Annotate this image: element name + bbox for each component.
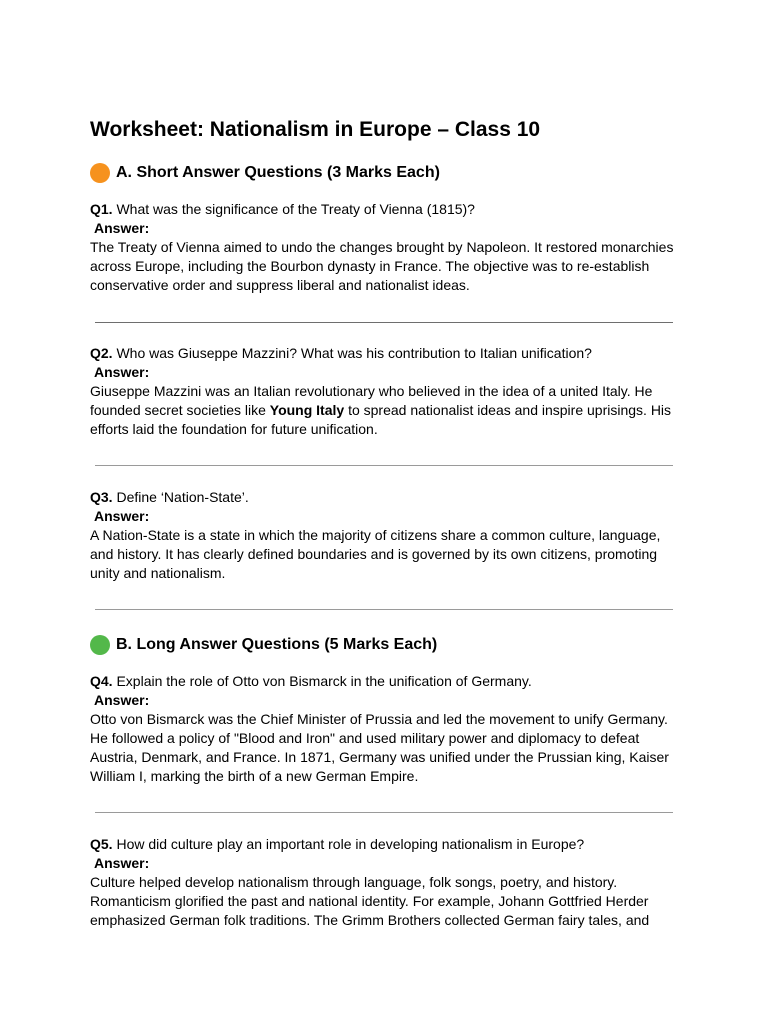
question-1: [90, 200, 680, 295]
question-1-text: [90, 200, 680, 219]
answer-4-label: Answer:: [94, 692, 150, 708]
question-4-number: Q4.: [90, 673, 113, 689]
question-3-number: Q3.: [90, 489, 113, 505]
answer-1-label: Answer:: [94, 220, 150, 236]
section-a-heading: [90, 162, 440, 184]
answer-2-emphasis: Young Italy: [269, 402, 345, 418]
divider-3: [95, 609, 673, 610]
question-2: [90, 344, 680, 439]
question-1-prompt: What was the significance of the Treaty of Vienna (1815)?: [112, 201, 475, 217]
divider-2: [95, 465, 673, 466]
green-circle-icon: [90, 635, 110, 655]
question-2-number: Q2.: [90, 345, 113, 361]
question-3: [90, 488, 680, 583]
answer-3-label: Answer:: [94, 508, 150, 524]
question-3-prompt: Define ‘Nation-State’.: [112, 489, 249, 505]
answer-2-label: Answer:: [94, 364, 150, 380]
question-5-number: Q5.: [90, 836, 113, 852]
orange-circle-icon: [90, 163, 110, 183]
question-3-text: [90, 488, 680, 507]
question-1-number: Q1.: [90, 201, 113, 217]
divider-1: [95, 322, 673, 323]
question-5-text: [90, 835, 680, 854]
question-4-prompt: Explain the role of Otto von Bismarck in the unification of Germany.: [112, 673, 532, 689]
question-2-text: [90, 344, 680, 363]
page-title: Worksheet: Nationalism in Europe – Class 10: [90, 118, 541, 141]
answer-5-label: Answer:: [94, 855, 150, 871]
answer-2-text-end: to spread nationalist ideas and inspire uprisings. His efforts laid the foundation for future unification.: [90, 402, 672, 437]
divider-4: [95, 812, 673, 813]
question-4-text: [90, 672, 680, 691]
section-b-heading-text: B. Long Answer Questions (5 Marks Each): [116, 636, 438, 653]
question-5: [90, 835, 680, 930]
section-b-heading: [90, 634, 437, 656]
answer-5-text: Culture helped develop nationalism through language, folk songs, poetry, and history. Romanticism glorified the past and national identity. For example, Johann Gottfried Herder emphasized German folk traditions. The Grimm Brothers collected German fairy tales, and: [90, 874, 650, 928]
question-4: [90, 672, 680, 786]
question-2-prompt: Who was Giuseppe Mazzini? What was his contribution to Italian unification?: [112, 345, 592, 361]
answer-2-text-start: Giuseppe Mazzini was an Italian revolutionary who believed in the idea of a united Italy. He founded secret societies like: [90, 383, 653, 418]
answer-2-text: [90, 382, 680, 439]
answer-1-text: The Treaty of Vienna aimed to undo the changes brought by Napoleon. It restored monarchies across Europe, including the Bourbon dynasty in France. The objective was to re-establish conservative order and suppress liberal and nationalist ideas.: [90, 239, 674, 293]
answer-3-text: A Nation-State is a state in which the majority of citizens share a common culture, language, and history. It has clearly defined boundaries and is governed by its own citizens, promoting unity and nationalism.: [90, 527, 661, 581]
section-a-heading-text: A. Short Answer Questions (3 Marks Each): [116, 164, 440, 181]
question-5-prompt: How did culture play an important role in developing nationalism in Europe?: [112, 836, 585, 852]
answer-4-text: Otto von Bismarck was the Chief Minister of Prussia and led the movement to unify Germany. He followed a policy of "Blood and Iron" and used military power and diplomacy to defeat Austria, Denmark, and France. In 1871, Germany was unified under the Prussian king, Kaiser William I, marking the birth of a new German Empire.: [90, 711, 669, 784]
